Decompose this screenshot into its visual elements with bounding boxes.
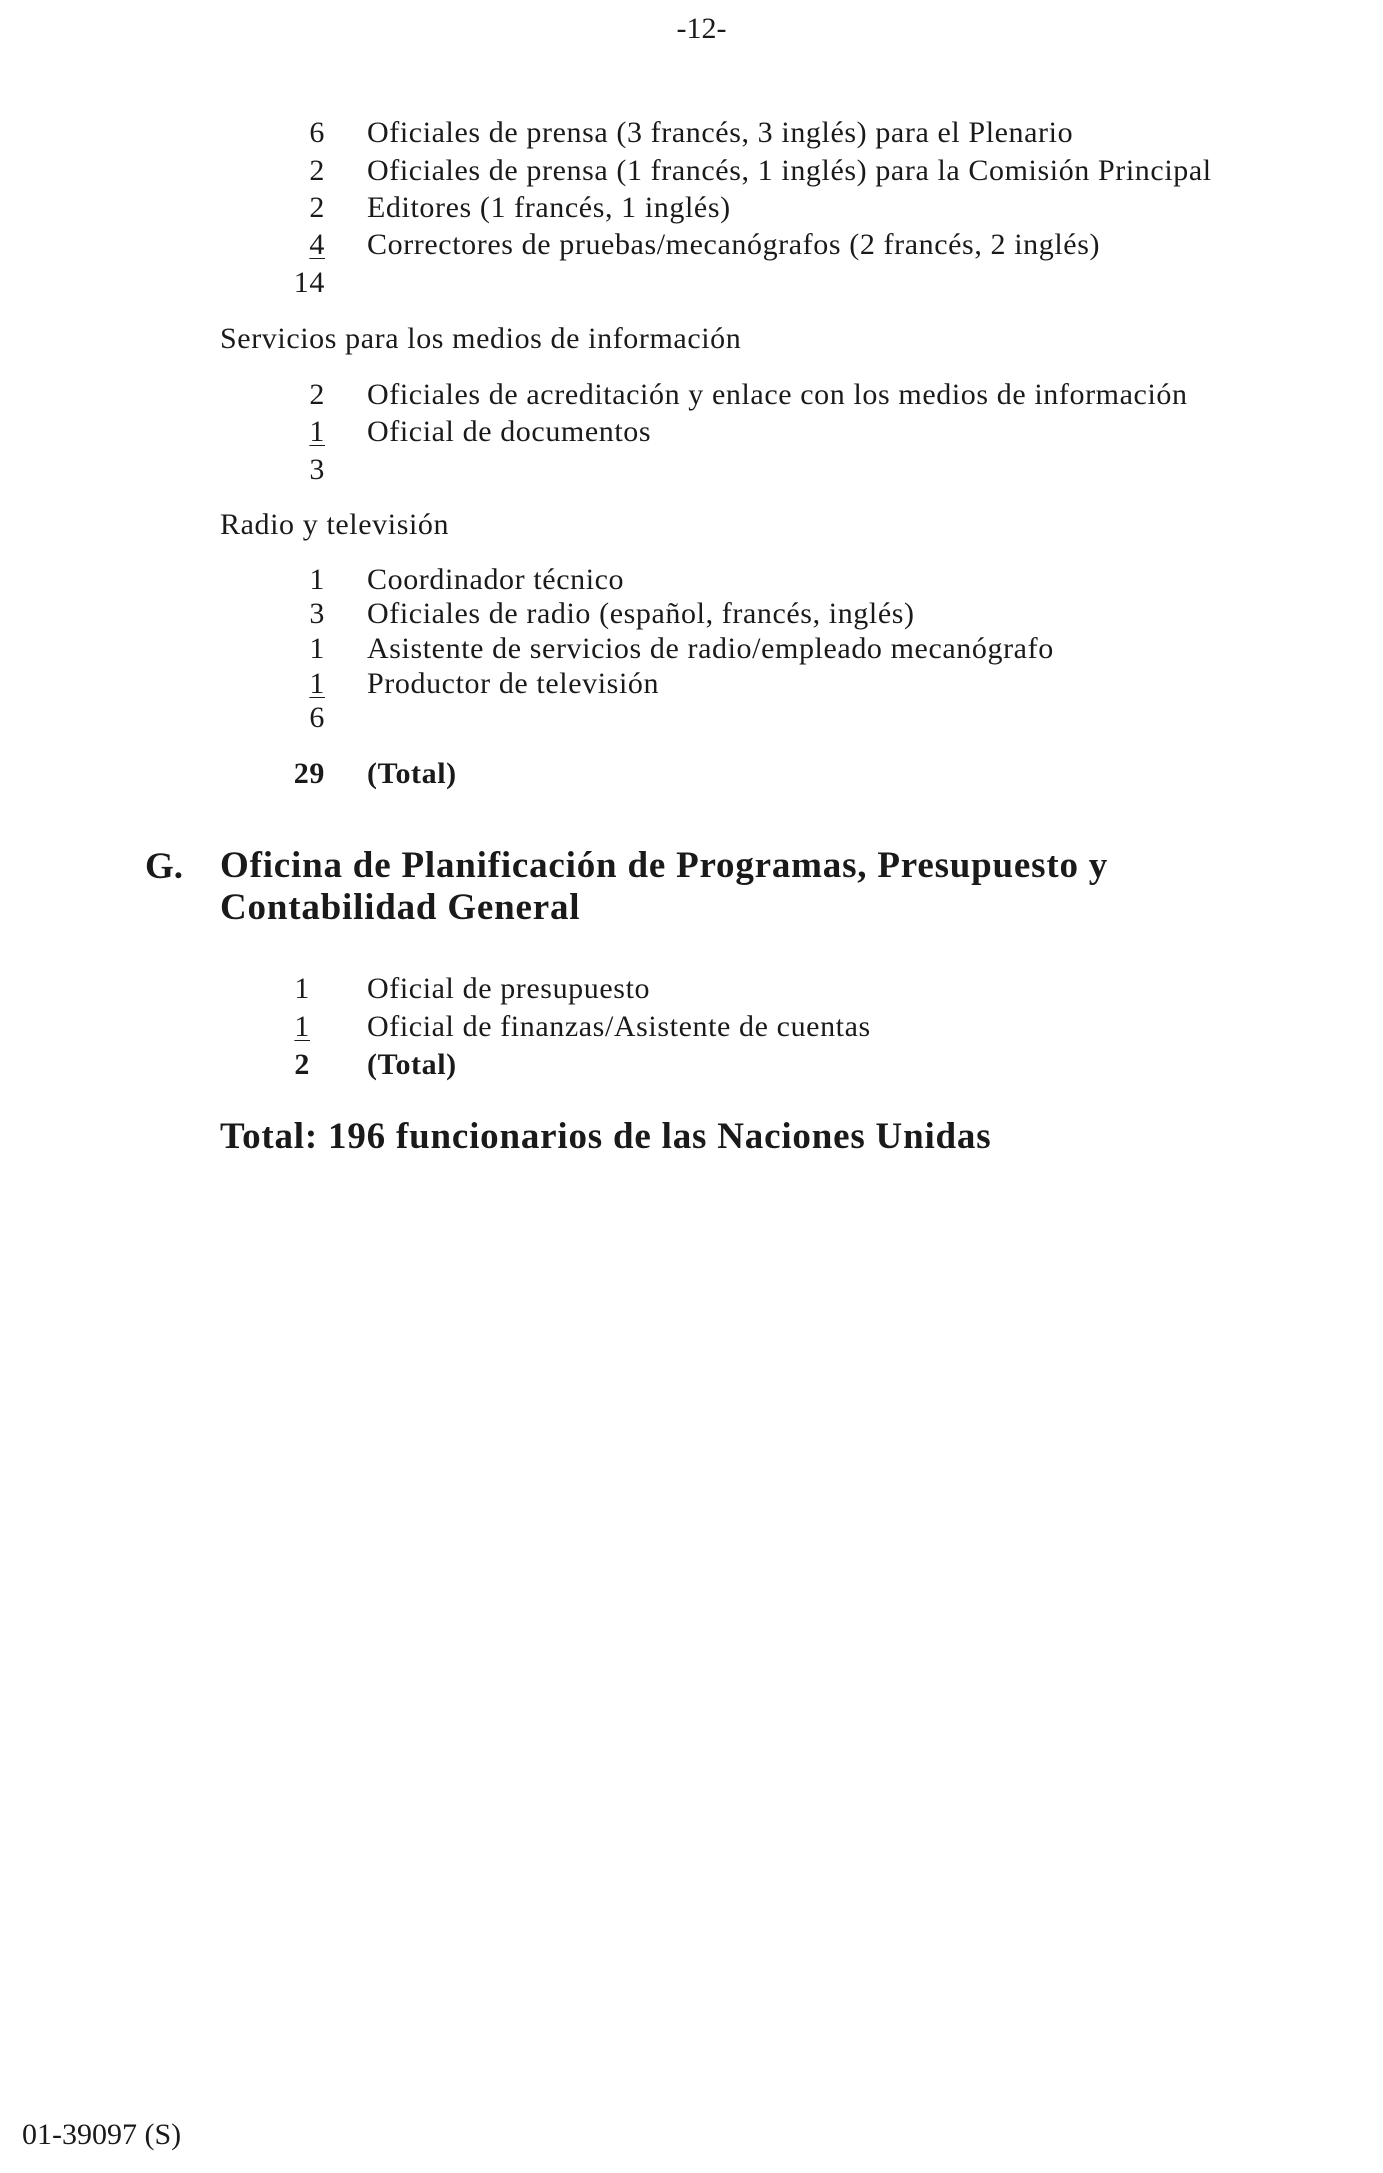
item-count: 1: [309, 667, 325, 700]
item-label: Oficial de documentos: [367, 415, 652, 448]
item-label: Asistente de servicios de radio/empleado mecanógrafo: [367, 632, 1054, 665]
item-label: Coordinador técnico: [367, 563, 625, 596]
subtotal-count: 6: [309, 701, 325, 734]
item-count: 6: [309, 116, 325, 149]
item-count: 3: [309, 597, 325, 630]
item-label: Oficial de finanzas/Asistente de cuentas: [367, 1010, 871, 1043]
total-label: (Total): [367, 757, 457, 790]
section-heading-media: Servicios para los medios de información: [220, 322, 742, 355]
section-letter: G.: [145, 846, 184, 887]
subtotal-count: 14: [293, 266, 325, 299]
subtotal-count: 3: [309, 453, 325, 486]
section-title-line: Contabilidad General: [220, 887, 581, 928]
document-code: 01-39097 (S): [22, 2118, 182, 2151]
item-count: 1: [309, 415, 325, 448]
item-label: Oficiales de prensa (1 francés, 1 inglés) para la Comisión Principal: [367, 154, 1212, 187]
item-label: Oficiales de prensa (3 francés, 3 inglés) para el Plenario: [367, 116, 1074, 149]
item-label: Correctores de pruebas/mecanógrafos (2 francés, 2 inglés): [367, 228, 1101, 261]
total-count: 2: [294, 1048, 310, 1081]
section-title: [220, 845, 1108, 929]
item-label: Oficial de presupuesto: [367, 972, 651, 1005]
item-count: 4: [309, 228, 325, 261]
total-count: 29: [293, 757, 325, 790]
total-label: (Total): [367, 1048, 457, 1081]
item-count: 2: [309, 191, 325, 224]
section-title-line: Oficina de Planificación de Programas, Presupuesto y: [220, 845, 1109, 886]
item-label: Oficiales de radio (español, francés, inglés): [367, 597, 915, 630]
item-count: 1: [294, 1010, 310, 1043]
item-label: Productor de televisión: [367, 667, 660, 700]
page-number: -12-: [676, 12, 727, 45]
item-count: 2: [309, 378, 325, 411]
item-count: 1: [294, 972, 310, 1005]
item-count: 1: [309, 563, 325, 596]
item-count: 1: [309, 632, 325, 665]
item-label: Editores (1 francés, 1 inglés): [367, 191, 731, 224]
section-heading-radio: Radio y televisión: [220, 508, 450, 541]
item-label: Oficiales de acreditación y enlace con los medios de información: [367, 378, 1188, 411]
grand-total: Total: 196 funcionarios de las Naciones Unidas: [220, 1116, 992, 1157]
item-count: 2: [309, 154, 325, 187]
